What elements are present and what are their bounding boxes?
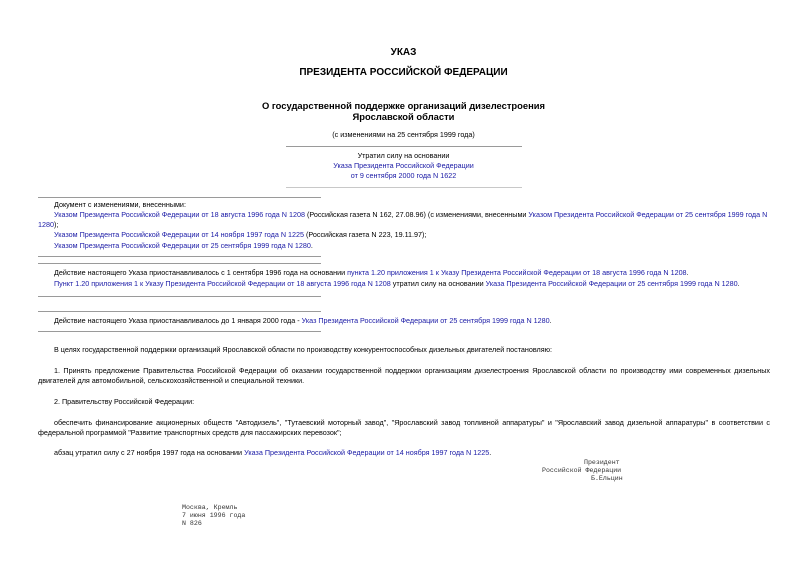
decree-subject-line1: О государственной поддержке организаций дизелестроения — [262, 100, 545, 111]
changes-item-1 — [38, 210, 770, 230]
divider — [38, 296, 321, 297]
issue-number: N 826 — [182, 520, 202, 527]
changes-item-3-tail: . — [310, 241, 313, 250]
suspension-note-3 — [54, 316, 552, 326]
repeal-note: Утратил силу на основании — [357, 151, 450, 160]
issue-date: 7 июня 1996 года — [182, 512, 246, 519]
repeal-link-1225[interactable]: Указа Президента Российской Федерации от 14 ноября 1997 года N 1225 — [244, 448, 490, 457]
suspension-note-1-text: Действие настоящего Указа приостанавливалось с 1 сентября 1996 года на основании — [54, 268, 348, 277]
divider — [286, 187, 522, 188]
changes-item-1-tail: ); — [54, 220, 59, 229]
signature-title: Президент — [584, 459, 620, 466]
divider — [38, 197, 321, 198]
divider — [38, 331, 321, 332]
preamble: В целях государственной поддержки организаций Ярославской области по производству конкурентоспособных дизельных двигателей постановляю: — [54, 345, 553, 354]
paragraph-4-tail: . — [489, 448, 492, 457]
signature-office: Российской Федерации — [542, 467, 622, 474]
suspension-link-1208[interactable]: пункта 1.20 приложения 1 к Указу Президента Российской Федерации от 18 августа 1996 года N 1208 — [347, 268, 687, 277]
signature-name: Б.Ельцин — [591, 475, 623, 482]
suspension-note-1-tail: . — [686, 268, 689, 277]
changes-item-2-text: (Российская газета N 223, 19.11.97); — [304, 230, 427, 239]
paragraph-2: 2. Правительству Российской Федерации: — [54, 397, 195, 406]
paragraph-4-text: абзац утратил силу с 27 ноября 1997 года на основании — [54, 448, 245, 457]
amendment-link-1280[interactable]: Указом Президента Российской Федерации от 25 сентября 1999 года N 1280 — [38, 210, 768, 229]
repeal-decree-date-link[interactable]: от 9 сентября 2000 года N 1622 — [350, 171, 457, 180]
suspension-link-1280[interactable]: Указ Президента Российской Федерации от 25 сентября 1999 года N 1280 — [301, 316, 550, 325]
issue-place: Москва, Кремль — [182, 504, 238, 511]
decree-subject-line2: Ярославской области — [352, 111, 455, 122]
clause-link-1208[interactable]: Пункт 1.20 приложения 1 к Указу Президента Российской Федерации от 18 августа 1996 года N 1208 — [54, 279, 391, 288]
suspension-note-3-tail: . — [549, 316, 552, 325]
changes-item-3 — [54, 241, 313, 251]
changes-item-2 — [54, 230, 426, 240]
divider — [38, 263, 321, 264]
decree-issuer: ПРЕЗИДЕНТА РОССИЙСКОЙ ФЕДЕРАЦИИ — [299, 67, 508, 78]
decree-title: УКАЗ — [390, 47, 417, 58]
divider — [38, 311, 321, 312]
changes-intro: Документ с изменениями, внесенными: — [54, 200, 186, 209]
suspension-note-2-tail: . — [737, 279, 740, 288]
suspension-note-2 — [54, 279, 740, 289]
amendment-link-1225[interactable]: Указом Президента Российской Федерации от 14 ноября 1997 года N 1225 — [54, 230, 304, 239]
amendment-note: (с изменениями на 25 сентября 1999 года) — [332, 130, 475, 139]
amendment-link-1208[interactable]: Указом Президента Российской Федерации от 18 августа 1996 года N 1208 — [54, 210, 305, 219]
suspension-note-1 — [54, 268, 689, 278]
suspension-note-2-text: утратил силу на основании — [390, 279, 486, 288]
amendment-link-1280-b[interactable]: Указом Президента Российской Федерации от 25 сентября 1999 года N 1280 — [54, 241, 311, 250]
paragraph-4 — [54, 448, 491, 458]
repeal-decree-link[interactable]: Указа Президента Российской Федерации — [333, 161, 474, 170]
divider — [286, 146, 522, 147]
paragraph-3: обеспечить финансирование акционерных обществ "Автодизель", "Тутаевский моторный завод", "Ярославский завод топливной аппаратуры" и "Ярославский завод дизельной аппаратуры" в соответствии с федеральной программой "Развитие транспортных средств для пассажирских перевозок"; — [38, 418, 770, 437]
divider — [38, 256, 321, 257]
changes-item-1-text: (Российская газета N 162, 27.08.96) (с изменениями, внесенными — [304, 210, 529, 219]
suspension-note-3-text: Действие настоящего Указа приостанавливалось до 1 января 2000 года - — [54, 316, 302, 325]
repeal-link-1280[interactable]: Указа Президента Российской Федерации от 25 сентября 1999 года N 1280 — [485, 279, 738, 288]
paragraph-1: 1. Принять предложение Правительства Российской Федерации об оказании государственной поддержки организациям дизелестроения Ярославской области по производству ими современных дизельных двигателей для автомобильной, сельскохозяйственной и специальной техники. — [38, 366, 770, 385]
